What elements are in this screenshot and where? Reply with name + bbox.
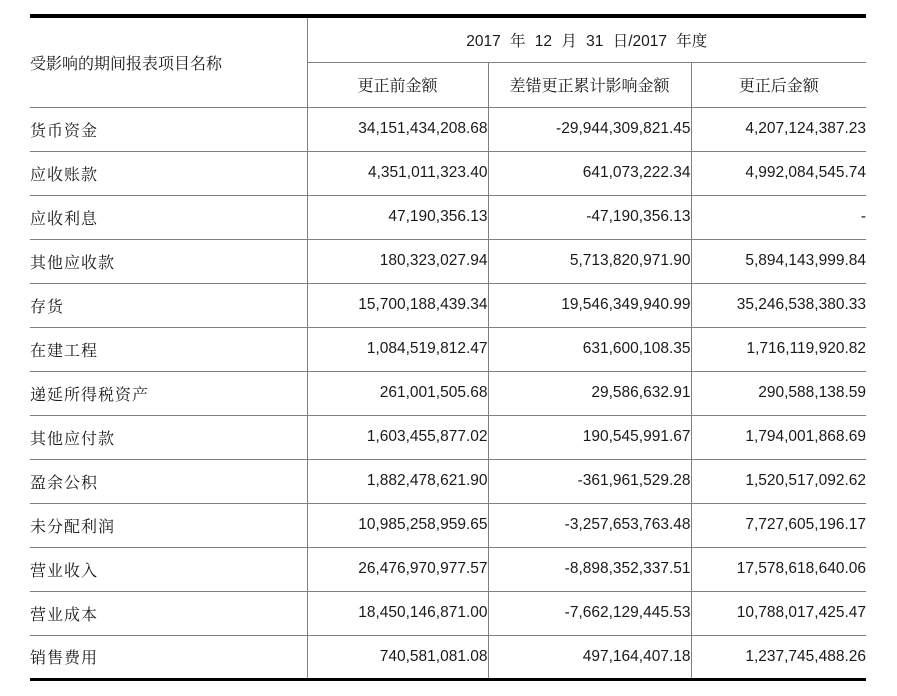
amount-after: 1,794,001,868.69	[691, 415, 866, 459]
amount-impact: 19,546,349,940.99	[488, 283, 691, 327]
amount-before: 34,151,434,208.68	[307, 107, 488, 151]
amount-after: -	[691, 195, 866, 239]
amount-before: 261,001,505.68	[307, 371, 488, 415]
item-label: 盈余公积	[30, 459, 307, 503]
table-row	[30, 371, 866, 415]
header-row-period	[30, 16, 866, 62]
amount-before: 1,603,455,877.02	[307, 415, 488, 459]
item-label: 未分配利润	[30, 503, 307, 547]
table-row	[30, 635, 866, 679]
amount-before: 740,581,081.08	[307, 635, 488, 679]
amount-impact: -8,898,352,337.51	[488, 547, 691, 591]
table-row	[30, 327, 866, 371]
amount-before: 1,084,519,812.47	[307, 327, 488, 371]
amount-impact: 190,545,991.67	[488, 415, 691, 459]
amount-impact: -47,190,356.13	[488, 195, 691, 239]
amount-after: 290,588,138.59	[691, 371, 866, 415]
item-label: 其他应付款	[30, 415, 307, 459]
amount-before: 15,700,188,439.34	[307, 283, 488, 327]
item-label: 营业成本	[30, 591, 307, 635]
period-header-cell: 2017 年 12 月 31 日/2017 年度	[307, 16, 866, 62]
amount-before: 10,985,258,959.65	[307, 503, 488, 547]
amount-impact: 631,600,108.35	[488, 327, 691, 371]
col-header-after: 更正后金额	[691, 62, 866, 107]
table-row	[30, 591, 866, 635]
amount-impact: -3,257,653,763.48	[488, 503, 691, 547]
item-label: 销售费用	[30, 635, 307, 679]
amount-impact: -7,662,129,445.53	[488, 591, 691, 635]
item-label: 营业收入	[30, 547, 307, 591]
item-label: 应收利息	[30, 195, 307, 239]
amount-before: 180,323,027.94	[307, 239, 488, 283]
amount-before: 1,882,478,621.90	[307, 459, 488, 503]
item-label: 应收账款	[30, 151, 307, 195]
amount-impact: -29,944,309,821.45	[488, 107, 691, 151]
amount-after: 1,237,745,488.26	[691, 635, 866, 679]
row-header-cell: 受影响的期间报表项目名称	[30, 16, 307, 107]
amount-after: 4,207,124,387.23	[691, 107, 866, 151]
amount-impact: 5,713,820,971.90	[488, 239, 691, 283]
table-row	[30, 415, 866, 459]
table-row	[30, 283, 866, 327]
table-row	[30, 503, 866, 547]
amount-after: 1,520,517,092.62	[691, 459, 866, 503]
amount-impact: 497,164,407.18	[488, 635, 691, 679]
table-row	[30, 239, 866, 283]
item-label: 递延所得税资产	[30, 371, 307, 415]
restatement-table	[30, 14, 866, 681]
item-label: 在建工程	[30, 327, 307, 371]
amount-impact: 29,586,632.91	[488, 371, 691, 415]
amount-before: 18,450,146,871.00	[307, 591, 488, 635]
amount-before: 47,190,356.13	[307, 195, 488, 239]
item-label: 存货	[30, 283, 307, 327]
amount-after: 4,992,084,545.74	[691, 151, 866, 195]
amount-before: 4,351,011,323.40	[307, 151, 488, 195]
amount-after: 35,246,538,380.33	[691, 283, 866, 327]
amount-after: 7,727,605,196.17	[691, 503, 866, 547]
amount-before: 26,476,970,977.57	[307, 547, 488, 591]
amount-impact: 641,073,222.34	[488, 151, 691, 195]
col-header-before: 更正前金额	[307, 62, 488, 107]
table-row	[30, 195, 866, 239]
item-label: 货币资金	[30, 107, 307, 151]
col-header-impact: 差错更正累计影响金额	[488, 62, 691, 107]
table-row	[30, 459, 866, 503]
amount-after: 17,578,618,640.06	[691, 547, 866, 591]
amount-after: 1,716,119,920.82	[691, 327, 866, 371]
item-label: 其他应收款	[30, 239, 307, 283]
amount-impact: -361,961,529.28	[488, 459, 691, 503]
amount-after: 10,788,017,425.47	[691, 591, 866, 635]
table-row	[30, 107, 866, 151]
amount-after: 5,894,143,999.84	[691, 239, 866, 283]
table-row	[30, 151, 866, 195]
table-row	[30, 547, 866, 591]
